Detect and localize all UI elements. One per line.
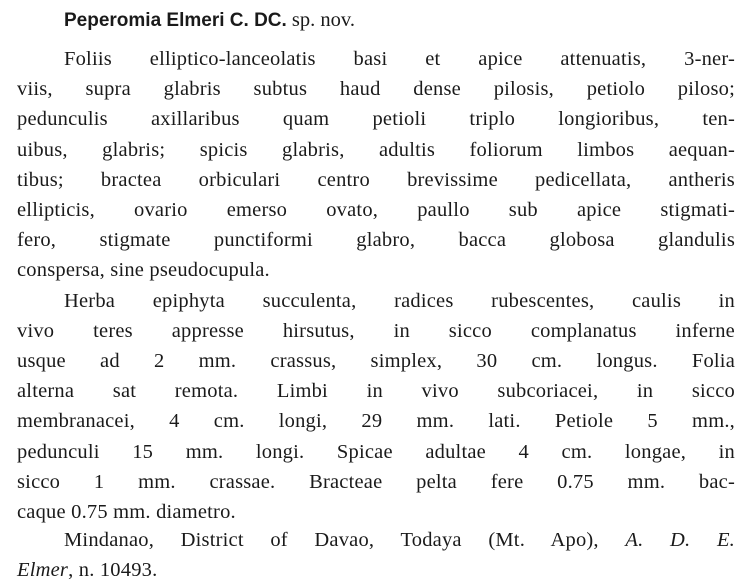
habit-line: caque 0.75 mm. diametro.	[17, 501, 236, 523]
habit-line: alterna sat remota. Limbi in vivo subcoriacei, in sicco	[17, 380, 735, 403]
habit-line: usque ad 2 mm. crassus, simplex, 30 cm. longus. Folia	[17, 350, 735, 372]
description-line: conspersa, sine pseudocupula.	[17, 259, 270, 282]
habit-line: pedunculi 15 mm. longi. Spicae adultae 4 cm. longae, in	[17, 440, 735, 463]
description-line: uibus, glabris; spicis glabris, adultis foliorum limbos aequan-	[17, 138, 735, 161]
species-status: sp. nov.	[291, 9, 355, 31]
habit-line: membranacei, 4 cm. longi, 29 mm. lati. Petiole 5 mm.,	[17, 410, 735, 433]
locality-text: Mindanao, District of Davao, Todaya (Mt. Apo),	[64, 529, 599, 552]
description-line: Foliis elliptico-lanceolatis basi et apice attenuatis, 3-ner-	[64, 48, 735, 70]
collection-number: , n. 10493.	[68, 559, 158, 582]
collector-surname: Elmer	[17, 559, 69, 582]
description-line: tibus; bractea orbiculari centro brevissime pedicellata, antheris	[17, 168, 735, 191]
species-name: Peperomia Elmeri C. DC.	[64, 10, 287, 31]
locality-line	[64, 527, 735, 553]
description-line: viis, supra glabris subtus haud dense pilosis, petiolo piloso;	[17, 78, 735, 101]
habit-line: vivo teres appresse hirsutus, in sicco complanatus inferne	[17, 319, 735, 342]
habit-line: Herba epiphyta succulenta, radices rubescentes, caulis in	[64, 289, 735, 312]
description-line: pedunculis axillaribus quam petioli triplo longioribus, ten-	[17, 108, 735, 131]
collector-initials: A. D. E.	[625, 529, 735, 552]
description-line: ellipticis, ovario emerso ovato, paullo sub apice stigmati-	[17, 199, 735, 221]
description-line: fero, stigmate punctiformi glabro, bacca globosa glandulis	[17, 229, 735, 252]
collector-line	[17, 557, 735, 583]
species-heading	[64, 7, 355, 34]
habit-line: sicco 1 mm. crassae. Bracteae pelta fere 0.75 mm. bac-	[17, 470, 735, 493]
